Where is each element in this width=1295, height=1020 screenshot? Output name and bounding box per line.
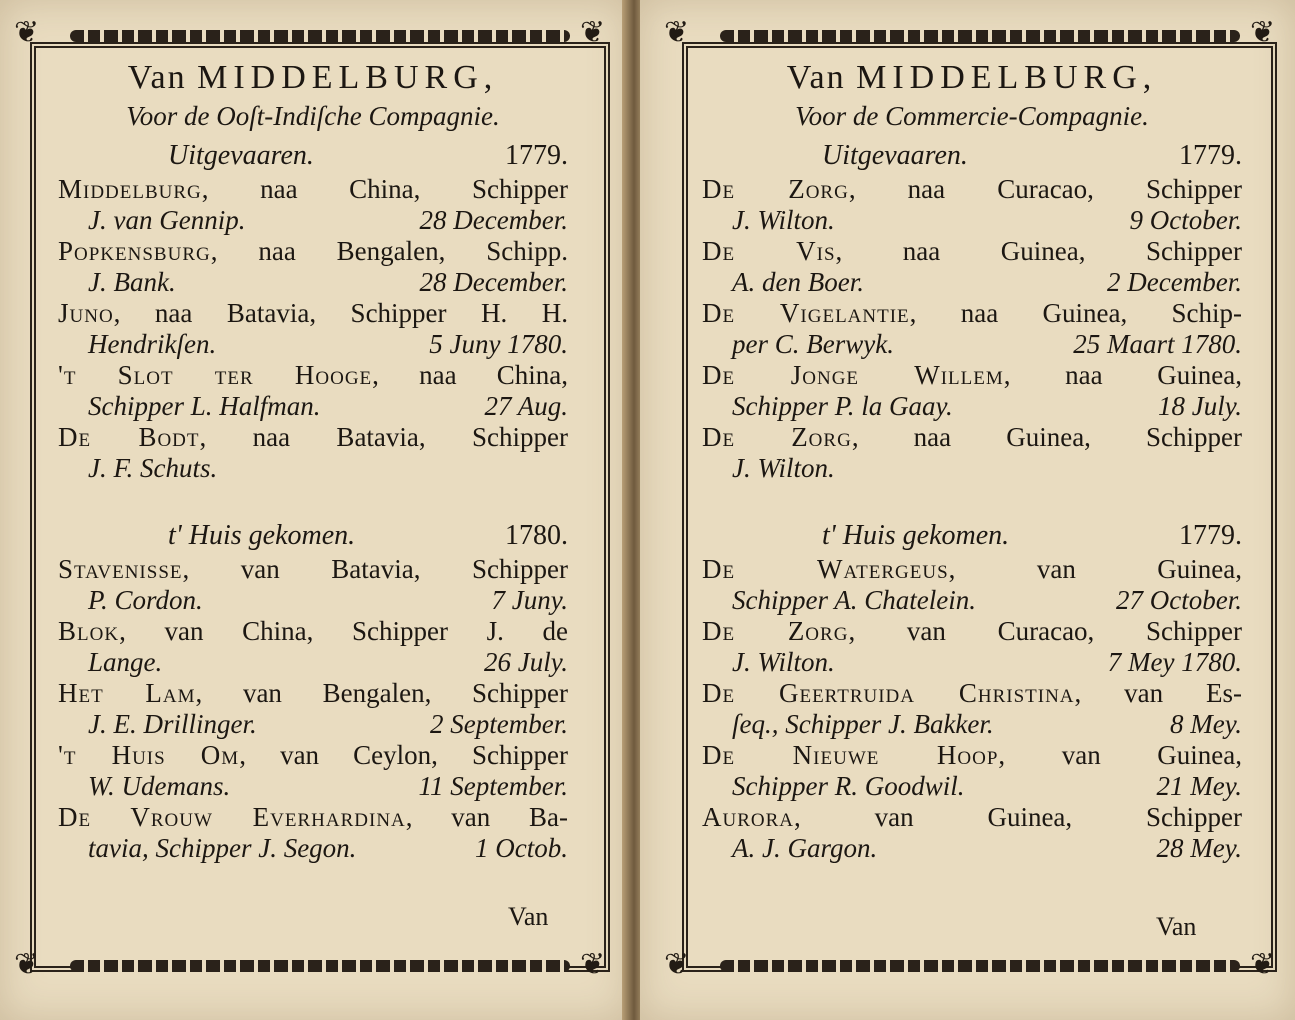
- ship-name: 't Huis Om: [58, 740, 240, 770]
- route-text: , van Es-: [1074, 678, 1242, 708]
- entry-line-2: [702, 205, 1242, 236]
- corner-flourish-icon: ❦: [14, 16, 40, 49]
- entry-date: 9 October.: [1129, 205, 1242, 235]
- right-page: [640, 0, 1295, 1020]
- ship-entry: [58, 298, 568, 360]
- bottom-ornament: [70, 960, 570, 972]
- entry-line-1: [58, 740, 568, 771]
- captain-name: P. Cordon.: [88, 585, 203, 615]
- entry-line-1: [702, 360, 1242, 391]
- ship-entry: [58, 678, 568, 740]
- ship-name: De Nieuwe Hoop: [702, 740, 999, 770]
- corner-flourish-icon: ❦: [1250, 948, 1276, 981]
- entry-line-2: [702, 833, 1242, 864]
- catchword: Van: [508, 902, 549, 931]
- left-page-content: [58, 58, 568, 864]
- entry-date: 18 July.: [1158, 391, 1242, 421]
- entry-line-2: [702, 585, 1242, 616]
- route-text: , naa China, Schipper: [201, 174, 568, 204]
- top-ornament: [720, 30, 1240, 42]
- page-title: [702, 58, 1242, 98]
- corner-flourish-icon: ❦: [14, 948, 40, 981]
- captain-name: J. Bank.: [88, 267, 176, 297]
- ship-entry: [702, 616, 1242, 678]
- route-text: , van Curacao, Schipper: [848, 616, 1242, 646]
- title-city: MIDDELBURG,: [856, 59, 1158, 96]
- entry-line-1: [58, 298, 568, 329]
- ship-entry: [702, 422, 1242, 484]
- entry-line-2: [58, 391, 568, 422]
- title-city: MIDDELBURG,: [197, 59, 499, 96]
- route-text: , van Ba-: [405, 802, 569, 832]
- captain-name: Lange.: [88, 647, 163, 677]
- captain-name: Schipper L. Halfman.: [88, 391, 321, 421]
- ship-entry: [58, 554, 568, 616]
- section-label: Uitgevaaren.: [822, 140, 968, 171]
- entry-line-1: [58, 616, 568, 647]
- entry-line-2: [58, 585, 568, 616]
- ship-entry: [58, 360, 568, 422]
- entry-line-2: [58, 267, 568, 298]
- entry-line-1: [58, 236, 568, 267]
- corner-flourish-icon: ❦: [580, 16, 606, 49]
- entry-date: 5 Juny 1780.: [429, 329, 568, 359]
- catchword: Van: [1156, 912, 1197, 941]
- entry-date: 7 Mey 1780.: [1107, 647, 1242, 677]
- entry-line-1: [58, 360, 568, 391]
- section-heading: [58, 518, 568, 554]
- title-prefix: Van: [786, 59, 846, 96]
- ship-entry: [702, 678, 1242, 740]
- page-subtitle: Voor de Commercie-Compagnie.: [795, 101, 1149, 131]
- captain-name: A. J. Gargon.: [732, 833, 878, 863]
- section-heading: [58, 138, 568, 174]
- page-subtitle: Voor de Ooſt-Indiſche Compagnie.: [126, 101, 500, 131]
- entry-line-1: [58, 554, 568, 585]
- ship-name: Aurora: [702, 802, 795, 832]
- section-year: 1779.: [505, 140, 568, 171]
- ship-name: De Geertruida Christina: [702, 678, 1075, 708]
- ship-entry: [702, 174, 1242, 236]
- entry-line-1: [702, 678, 1242, 709]
- corner-flourish-icon: ❦: [580, 948, 606, 981]
- section-heading: [702, 518, 1242, 554]
- captain-name: Schipper R. Goodwil.: [732, 771, 965, 801]
- ship-name: Middelburg: [58, 174, 202, 204]
- ship-name: De Jonge Willem: [702, 360, 1004, 390]
- route-text: , naa China,: [372, 360, 568, 390]
- entry-date: 25 Maart 1780.: [1073, 329, 1242, 359]
- page-title: [58, 58, 568, 98]
- entry-line-2: [58, 205, 568, 236]
- entry-line-1: [702, 740, 1242, 771]
- entry-line-1: [58, 174, 568, 205]
- captain-name: A. den Boer.: [732, 267, 864, 297]
- ship-name: De Zorg: [702, 616, 849, 646]
- entry-line-1: [702, 802, 1242, 833]
- entry-line-1: [58, 802, 568, 833]
- entry-date: 27 Aug.: [484, 391, 568, 421]
- entry-date: 7 Juny.: [491, 585, 568, 615]
- ship-name: Het Lam: [58, 678, 196, 708]
- ship-entry: [702, 236, 1242, 298]
- ship-entry: [702, 360, 1242, 422]
- route-text: , naa Guinea, Schip-: [909, 298, 1243, 328]
- entry-list: [58, 174, 568, 484]
- entry-line-1: [702, 174, 1242, 205]
- ship-name: Popkensburg: [58, 236, 211, 266]
- entry-date: 1 Octob.: [475, 833, 568, 863]
- entry-date: 27 October.: [1116, 585, 1242, 615]
- corner-flourish-icon: ❦: [664, 16, 690, 49]
- entry-line-2: [58, 709, 568, 740]
- entry-line-2: [702, 453, 1242, 484]
- ship-entry: [58, 174, 568, 236]
- route-text: , van China, Schipper J. de: [119, 616, 568, 646]
- section-label: Uitgevaaren.: [168, 140, 314, 171]
- title-prefix: Van: [127, 59, 187, 96]
- ship-entry: [58, 236, 568, 298]
- ship-entry: [58, 740, 568, 802]
- entry-line-2: [58, 833, 568, 864]
- ship-entry: [702, 740, 1242, 802]
- ship-entry: [58, 422, 568, 484]
- entry-line-2: [58, 329, 568, 360]
- entry-date: 11 September.: [418, 771, 568, 801]
- ship-entry: [58, 616, 568, 678]
- entry-line-1: [702, 616, 1242, 647]
- captain-name: per C. Berwyk.: [732, 329, 894, 359]
- route-text: , naa Batavia, Schipper: [199, 422, 568, 452]
- right-page-content: [702, 58, 1242, 864]
- ship-name: Juno: [58, 298, 114, 328]
- ship-name: De Vrouw Everhardina: [58, 802, 406, 832]
- entry-list: [58, 554, 568, 864]
- corner-flourish-icon: ❦: [664, 948, 690, 981]
- corner-flourish-icon: ❦: [1250, 16, 1276, 49]
- entry-date: 28 Mey.: [1156, 833, 1242, 863]
- entry-line-2: [702, 771, 1242, 802]
- entry-line-2: [58, 647, 568, 678]
- entry-line-1: [702, 554, 1242, 585]
- route-text: , van Bengalen, Schipper: [195, 678, 568, 708]
- captain-name: J. F. Schuts.: [88, 453, 218, 483]
- entry-line-2: [702, 709, 1242, 740]
- captain-name: J. E. Drillinger.: [88, 709, 257, 739]
- ship-name: De Zorg: [702, 174, 849, 204]
- captain-name: J. Wilton.: [732, 205, 835, 235]
- entry-list: [702, 554, 1242, 864]
- entry-date: 28 December.: [419, 205, 568, 235]
- captain-name: Hendrikſen.: [88, 329, 217, 359]
- entry-line-1: [58, 678, 568, 709]
- route-text: , van Guinea,: [948, 554, 1243, 584]
- ship-entry: [702, 298, 1242, 360]
- entry-date: 8 Mey.: [1170, 709, 1242, 739]
- route-text: , naa Bengalen, Schipp.: [210, 236, 568, 266]
- captain-name: J. van Gennip.: [88, 205, 246, 235]
- ship-name: De Vis: [702, 236, 836, 266]
- entry-line-2: [702, 267, 1242, 298]
- route-text: , van Guinea,: [998, 740, 1242, 770]
- ship-name: De Zorg: [702, 422, 852, 452]
- ship-name: De Vigelantie: [702, 298, 910, 328]
- captain-name: tavia, Schipper J. Segon.: [88, 833, 357, 863]
- entry-line-2: [702, 391, 1242, 422]
- entry-date: 21 Mey.: [1156, 771, 1242, 801]
- route-text: , naa Guinea, Schipper: [835, 236, 1242, 266]
- ship-name: De Watergeus: [702, 554, 949, 584]
- bottom-ornament: [720, 960, 1240, 972]
- captain-name: Schipper A. Chatelein.: [732, 585, 976, 615]
- entry-line-2: [702, 329, 1242, 360]
- entry-line-2: [58, 453, 568, 484]
- entry-line-1: [702, 422, 1242, 453]
- section-label: t' Huis gekomen.: [822, 520, 1010, 551]
- route-text: , naa Batavia, Schipper H. H.: [113, 298, 568, 328]
- ship-name: Stavenisse: [58, 554, 183, 584]
- route-text: , van Guinea, Schipper: [794, 802, 1242, 832]
- entry-date: 2 December.: [1107, 267, 1242, 297]
- ship-entry: [702, 802, 1242, 864]
- entry-line-1: [702, 298, 1242, 329]
- entry-line-2: [702, 647, 1242, 678]
- route-text: , van Batavia, Schipper: [182, 554, 568, 584]
- ship-name: 't Slot ter Hooge: [58, 360, 373, 390]
- ship-name: De Bodt: [58, 422, 200, 452]
- route-text: , naa Guinea,: [1003, 360, 1243, 390]
- section-year: 1780.: [505, 520, 568, 551]
- section-year: 1779.: [1179, 520, 1242, 551]
- entry-date: 28 December.: [419, 267, 568, 297]
- section-label: t' Huis gekomen.: [168, 520, 356, 551]
- section-heading: [702, 138, 1242, 174]
- route-text: , naa Guinea, Schipper: [851, 422, 1242, 452]
- entry-line-1: [58, 422, 568, 453]
- route-text: , naa Curacao, Schipper: [848, 174, 1242, 204]
- captain-name: J. Wilton.: [732, 453, 835, 483]
- top-ornament: [70, 30, 570, 42]
- ship-name: Blok: [58, 616, 120, 646]
- entry-line-1: [702, 236, 1242, 267]
- captain-name: W. Udemans.: [88, 771, 231, 801]
- ship-entry: [702, 554, 1242, 616]
- entry-line-2: [58, 771, 568, 802]
- left-page: [0, 0, 628, 1020]
- ship-entry: [58, 802, 568, 864]
- captain-name: J. Wilton.: [732, 647, 835, 677]
- route-text: , van Ceylon, Schipper: [239, 740, 568, 770]
- captain-name: ſeq., Schipper J. Bakker.: [732, 709, 994, 739]
- section-year: 1779.: [1179, 140, 1242, 171]
- entry-date: 26 July.: [484, 647, 568, 677]
- captain-name: Schipper P. la Gaay.: [732, 391, 953, 421]
- entry-date: 2 September.: [430, 709, 568, 739]
- entry-list: [702, 174, 1242, 484]
